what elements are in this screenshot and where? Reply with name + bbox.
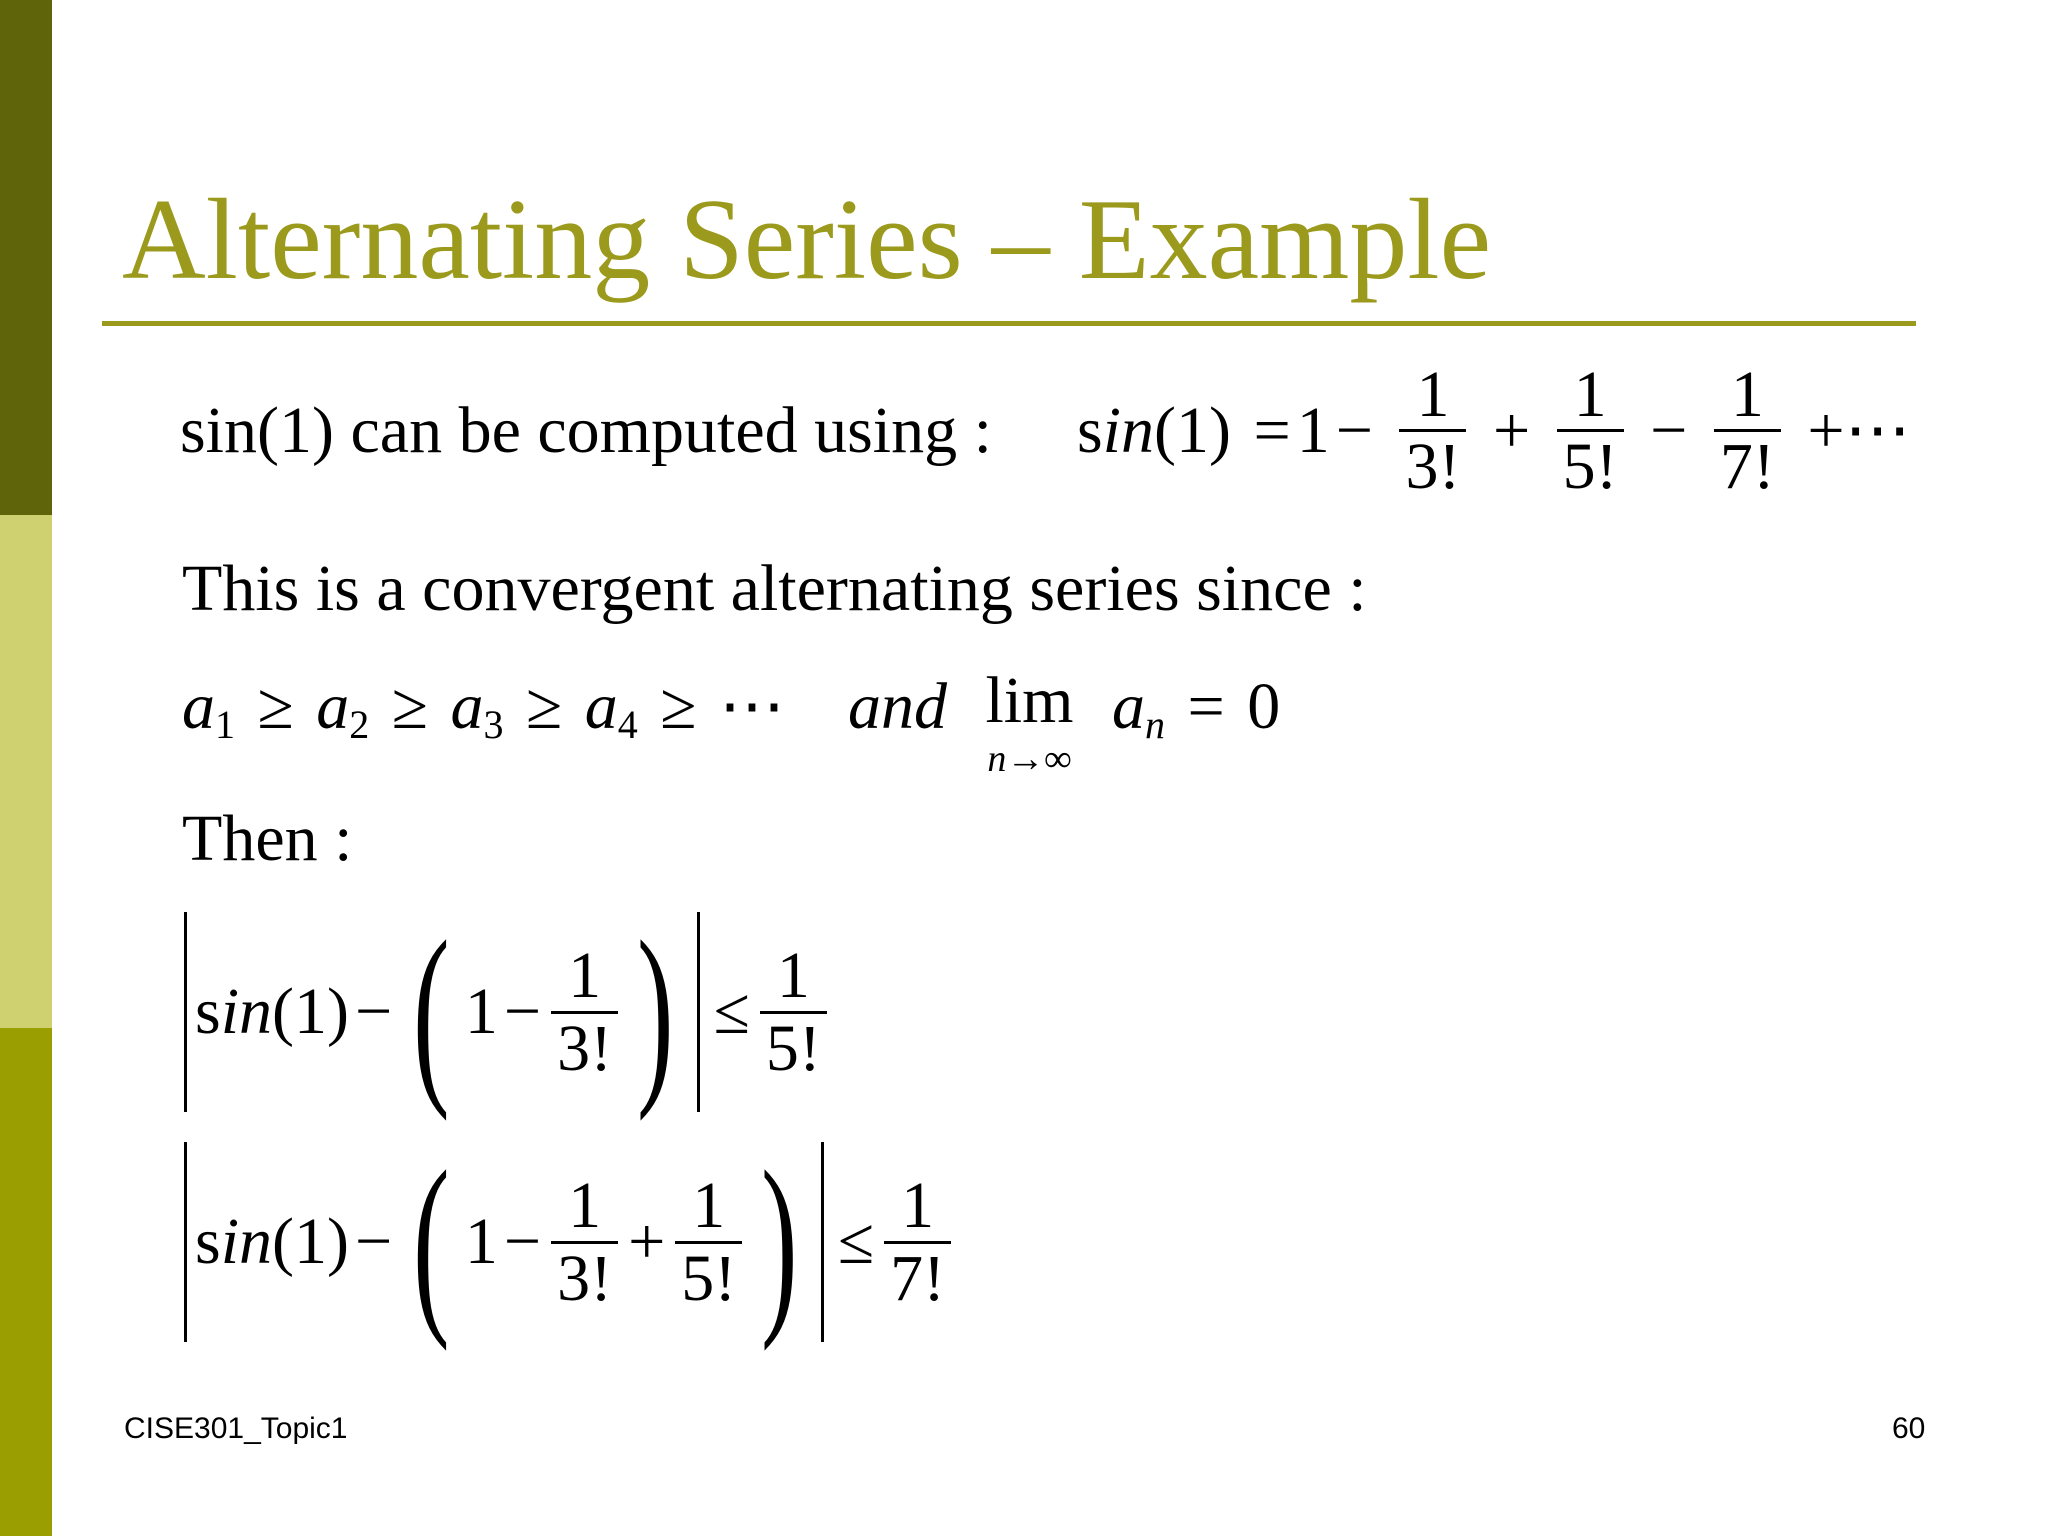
a4: a: [584, 669, 618, 743]
abs-bar-left: [184, 912, 187, 1112]
fraction-1-over-3-factorial: [551, 1171, 618, 1313]
line1-one: 1: [1296, 393, 1330, 467]
limit-operator: [985, 664, 1074, 780]
zero: 0: [1247, 669, 1281, 743]
sidebar-band-bottom: [0, 1028, 52, 1536]
ineq1-paren-one: (1): [272, 975, 349, 1048]
fraction-numerator: 1: [1416, 358, 1450, 431]
fraction-denominator: 5!: [765, 1011, 821, 1085]
convergent-statement: This is a convergent alternating series since :: [182, 552, 1367, 625]
fraction-1-over-3-factorial: [1399, 360, 1466, 502]
title-underline: [102, 321, 1916, 326]
ineq2-plus: +: [628, 1205, 666, 1278]
fraction-numerator: 1: [901, 1169, 935, 1243]
ineq1-in: in: [220, 975, 273, 1048]
lim-word: lim: [985, 664, 1074, 737]
slide-title: Alternating Series – Example: [122, 176, 1492, 304]
ge-2: ≥: [391, 669, 428, 743]
abs-bar-left: [184, 1142, 187, 1342]
a1-subscript: 1: [215, 702, 235, 747]
a-n: a: [1111, 669, 1145, 743]
ge-4: ≥: [660, 669, 697, 743]
line1-tail: +⋯: [1807, 393, 1911, 467]
fraction-denominator: 5!: [681, 1241, 737, 1315]
ineq2-one: 1: [464, 1205, 498, 1278]
fraction-1-over-7-factorial: [1714, 360, 1781, 502]
fraction-1-over-5-factorial: [675, 1171, 742, 1313]
page-number: 60: [1892, 1412, 1926, 1445]
fraction-denominator: 5!: [1562, 430, 1618, 504]
lim-subscript: n→∞: [987, 738, 1072, 780]
line1-minus-2: −: [1650, 393, 1688, 467]
a1: a: [182, 669, 215, 743]
ineq2-in: in: [220, 1205, 273, 1278]
fraction-numerator: 1: [568, 1169, 602, 1243]
fraction-numerator: 1: [1573, 358, 1607, 431]
line1-in: in: [1102, 393, 1155, 467]
equation-line-conditions: [182, 664, 1281, 780]
ineq1-minus-2: −: [503, 975, 542, 1048]
fraction-1-over-5-factorial: [1557, 360, 1624, 502]
ineq1-one: 1: [464, 975, 498, 1048]
and-word: and: [847, 669, 947, 743]
ge-3: ≥: [525, 669, 563, 743]
footer-course-label: CISE301_Topic1: [124, 1412, 348, 1445]
a4-subscript: 4: [617, 702, 638, 747]
fraction-denominator: 3!: [557, 1241, 613, 1315]
fraction-numerator: 1: [692, 1169, 726, 1243]
fraction-1-over-3-factorial: [551, 941, 618, 1083]
ineq2-le: ≤: [837, 1205, 875, 1278]
fraction-numerator: 1: [568, 939, 602, 1013]
line1-equals: =: [1253, 393, 1291, 467]
fraction-numerator: 1: [1730, 358, 1764, 431]
line1-paren-one: (1): [1154, 393, 1231, 467]
ineq2-paren-one: (1): [272, 1205, 349, 1278]
right-paren: ): [761, 1131, 798, 1352]
a2: a: [316, 669, 350, 743]
ineq2-s: s: [195, 1205, 221, 1278]
equation-line-sin-series: [180, 360, 1917, 502]
left-paren: (: [413, 1131, 450, 1352]
ineq2-minus: −: [355, 1205, 393, 1278]
inequality-2: [176, 1131, 955, 1352]
left-paren: (: [413, 901, 450, 1122]
sidebar-band-middle: [0, 515, 52, 1028]
fraction-numerator: 1: [776, 939, 810, 1013]
fraction-denominator: 7!: [890, 1241, 946, 1315]
fraction-denominator: 7!: [1719, 430, 1775, 504]
abs-bar-right: [697, 912, 700, 1112]
fraction-denominator: 3!: [1405, 430, 1461, 504]
a-n-subscript: n: [1144, 702, 1165, 747]
ineq1-minus: −: [355, 975, 393, 1048]
ge-1: ≥: [257, 669, 294, 743]
ineq1-s: s: [195, 975, 221, 1048]
ellipsis: ⋯: [718, 669, 785, 743]
fraction-denominator: 3!: [557, 1011, 613, 1085]
right-paren: ): [637, 901, 674, 1122]
line1-intro: sin(1) can be computed using :: [180, 393, 992, 467]
line1-s: s: [1076, 393, 1103, 467]
abs-bar-right: [821, 1142, 824, 1342]
fraction-1-over-7-factorial: [884, 1171, 951, 1313]
fraction-1-over-5-factorial: [760, 941, 827, 1083]
then-label: Then :: [182, 802, 353, 875]
sidebar-band-top: [0, 0, 52, 515]
ineq2-minus-2: −: [503, 1205, 542, 1278]
equals-zero-sign: =: [1187, 669, 1225, 743]
a2-subscript: 2: [349, 702, 370, 747]
line1-minus: −: [1335, 393, 1373, 467]
line1-plus: +: [1492, 393, 1531, 467]
a3: a: [450, 669, 484, 743]
a3-subscript: 3: [483, 702, 504, 747]
ineq1-le: ≤: [713, 975, 750, 1048]
inequality-1: [176, 901, 831, 1122]
